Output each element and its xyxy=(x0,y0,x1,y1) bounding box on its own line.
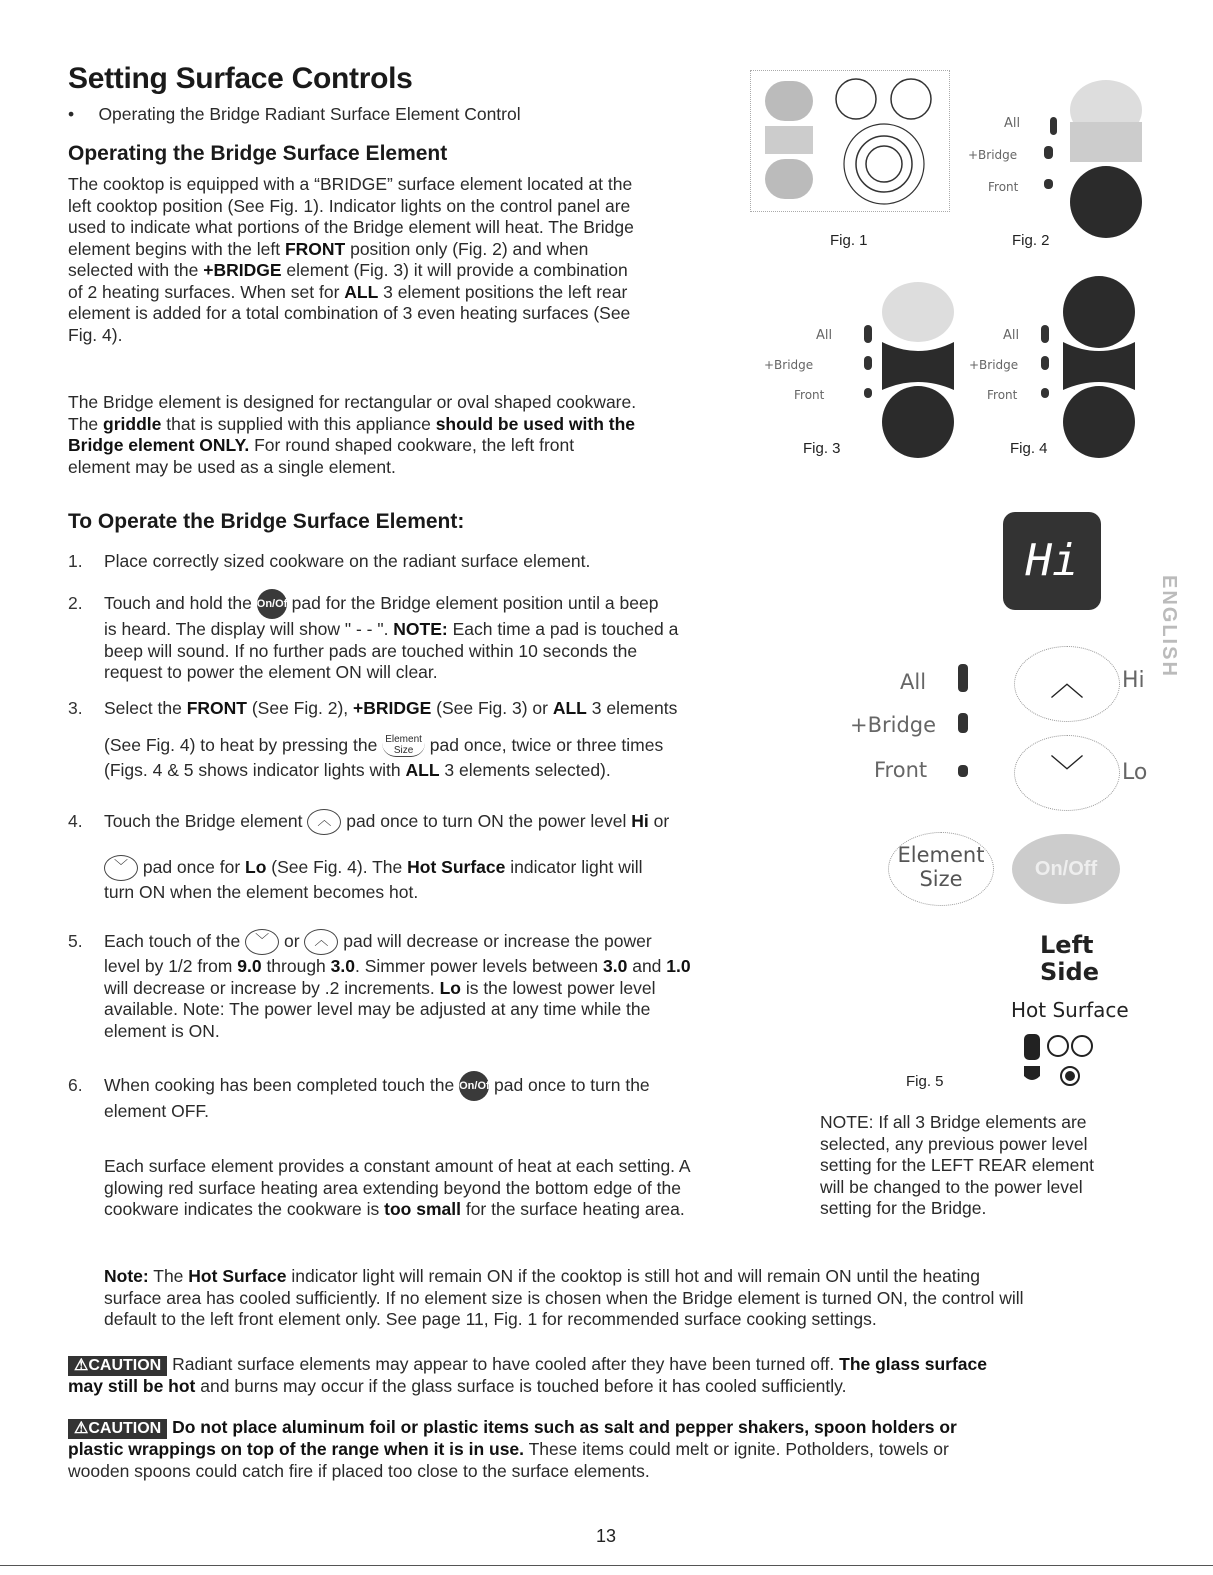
front-label: Front xyxy=(874,758,928,782)
indicator-light xyxy=(1050,117,1057,135)
hot-surface-indicator-icon xyxy=(1020,1030,1110,1090)
bullet-item: • Operating the Bridge Radiant Surface Element Control xyxy=(68,104,521,124)
down-arrow-button[interactable]: ﹀ xyxy=(1014,735,1120,811)
indicator-light xyxy=(1041,356,1049,370)
language-tab: ENGLISH xyxy=(1158,575,1180,678)
indicator-light xyxy=(1041,388,1049,398)
up-arrow-icon: ︿ xyxy=(307,809,341,835)
element-size-icon: Element Size xyxy=(382,734,425,757)
page-number: 13 xyxy=(596,1526,617,1546)
indicator-light xyxy=(864,388,872,398)
bridge-label: +Bridge xyxy=(850,713,937,737)
all-label: All xyxy=(900,670,927,694)
caution-badge: ⚠CAUTION xyxy=(68,1356,167,1376)
bridge-note: NOTE: If all 3 Bridge elements are selected, any previous power level setting for the LEFT REAR element will be changed to the power level setting for the Bridge. xyxy=(820,1112,1094,1218)
front-label: Front xyxy=(988,180,1019,194)
fig3-caption: Fig. 3 xyxy=(803,440,841,457)
down-arrow-icon: ﹀ xyxy=(104,855,138,881)
indicator-light xyxy=(958,765,968,777)
section-heading-bridge: Operating the Bridge Surface Element xyxy=(68,142,448,165)
front-label: Front xyxy=(987,388,1018,402)
indicator-light xyxy=(958,664,968,692)
hot-surface-note: Note: The Hot Surface indicator light will remain ON if the cooktop is still hot and will remain ON until the heating surface area has cooled sufficiently. If no element size is chosen when the Bridge element is turned ON, the control will default to the left front element only. See page 11, Fig. 1 for recommended surface cooking settings. xyxy=(104,1266,1024,1329)
indicator-light xyxy=(1044,146,1053,159)
step-number: 6. xyxy=(68,1075,83,1095)
step-number: 3. xyxy=(68,698,83,718)
fig4-diagram xyxy=(965,270,1205,470)
fig1-cooktop-diagram xyxy=(750,70,950,212)
indicator-light xyxy=(864,325,872,343)
step-number: 2. xyxy=(68,593,83,613)
bridge-label: +Bridge xyxy=(764,358,814,372)
intro-paragraph: The cooktop is equipped with a “BRIDGE” surface element located at the left cooktop position (See Fig. 1). Indicator lights on the control panel are used to indicate what portions of the Bridge element will heat. The Bridge element begins with the left FRONT position only (Fig. 2) and when selected with the +BRIDGE element (Fig. 3) it will provide a combination of 2 heating surfaces. When set for ALL 3 element positions the left rear element is added for a total combination of 3 even heating surfaces (See Fig. 4). xyxy=(68,174,634,345)
heat-paragraph: Each surface element provides a constant amount of heat at each setting. A glowing red surface heating area extending beyond the bottom edge of the cookware indicates the cookware is too small for the surface heating area. xyxy=(104,1156,691,1219)
step-number: 1. xyxy=(68,551,83,571)
caution-badge: ⚠CAUTION xyxy=(68,1419,167,1439)
indicator-light xyxy=(958,713,968,733)
lo-label: Lo xyxy=(1122,760,1148,785)
step-number: 4. xyxy=(68,811,83,831)
all-label: All xyxy=(1004,116,1021,131)
caution-glass-surface: ⚠CAUTION Radiant surface elements may appear to have cooled after they have been turned off. The glass surface may still be hot and burns may occur if the glass surface is touched before it has cooled sufficiently. xyxy=(68,1354,987,1396)
section-heading-operate: To Operate the Bridge Surface Element: xyxy=(68,510,465,533)
fig1-caption: Fig. 1 xyxy=(830,232,868,249)
all-label: All xyxy=(1003,328,1020,343)
fig2-diagram xyxy=(960,72,1200,242)
bottom-rule xyxy=(0,1565,1213,1566)
on-off-button[interactable]: On/Off xyxy=(1012,834,1120,904)
step-6: When cooking has been completed touch the On/Off pad once to turn the element OFF. xyxy=(104,1069,784,1123)
hi-label: Hi xyxy=(1122,668,1145,693)
step-number: 5. xyxy=(68,931,83,951)
cookware-paragraph: The Bridge element is designed for rectangular or oval shaped cookware. The griddle that is supplied with this appliance should be used with the Bridge element ONLY. For round shaped cookware, the left front element may be used as a single element. xyxy=(68,392,637,477)
power-level-display: Hi xyxy=(1003,512,1101,610)
step-5: Each touch of the ﹀ or ︿ pad will decrease or increase the power level by 1/2 from 9.0 through 3.0. Simmer power levels between 3.0 and 1.0 will decrease or increase by .2 increments. Lo is the lowest power level available. Note: The power level may be adjusted at any time while the element is ON. xyxy=(104,931,691,1041)
bridge-label: +Bridge xyxy=(969,358,1019,372)
hot-surface-label: Hot Surface xyxy=(1011,998,1129,1022)
left-side-label: Left Side xyxy=(1040,931,1099,986)
step-4: Touch the Bridge element ︿ pad once to turn ON the power level Hi or ﹀ pad once for Lo (See Fig. 4). The Hot Surface indicator light will turn ON when the element becomes hot. xyxy=(104,811,670,902)
on-off-icon: On/Off xyxy=(257,589,287,619)
down-arrow-icon: ﹀ xyxy=(245,929,279,955)
fig2-caption: Fig. 2 xyxy=(1012,232,1050,249)
page-title: Setting Surface Controls xyxy=(68,62,413,95)
bridge-label: +Bridge xyxy=(968,148,1018,162)
front-label: Front xyxy=(794,388,825,402)
up-arrow-button[interactable]: ︿ xyxy=(1014,646,1120,722)
step-3: Select the FRONT (See Fig. 2), +BRIDGE (See Fig. 3) or ALL 3 elements (See Fig. 4) to heat by pressing the Element Size pad once, twice or three times (Figs. 4 & 5 shows indicator lights with ALL 3 elements selected). xyxy=(104,698,678,780)
fig3-diagram xyxy=(760,270,960,470)
step-2: Touch and hold the On/Off pad for the Bridge element position until a beep is heard. The display will show " - - ". NOTE: Each time a pad is touched a beep will sound. If no further pads are touched within 10 seconds the request to power the element ON will clear. xyxy=(104,587,784,684)
indicator-light xyxy=(1041,325,1049,343)
all-label: All xyxy=(816,328,833,343)
caution-aluminum-foil: ⚠CAUTION Do not place aluminum foil or plastic items such as salt and pepper shakers, spoon holders or plastic wrappings on top of the range when it is in use. These items could melt or ignite. Potholders, towels or wooden spoons could catch fire if placed too close to the surface elements. xyxy=(68,1417,957,1481)
step-1: Place correctly sized cookware on the radiant surface element. xyxy=(104,551,591,571)
fig5-caption: Fig. 5 xyxy=(906,1073,944,1090)
indicator-light xyxy=(1044,179,1053,189)
indicator-light xyxy=(864,356,872,370)
on-off-icon: On/Off xyxy=(459,1071,489,1101)
up-arrow-icon: ︿ xyxy=(304,929,338,955)
element-size-button[interactable]: Element Size xyxy=(888,832,994,906)
fig4-caption: Fig. 4 xyxy=(1010,440,1048,457)
